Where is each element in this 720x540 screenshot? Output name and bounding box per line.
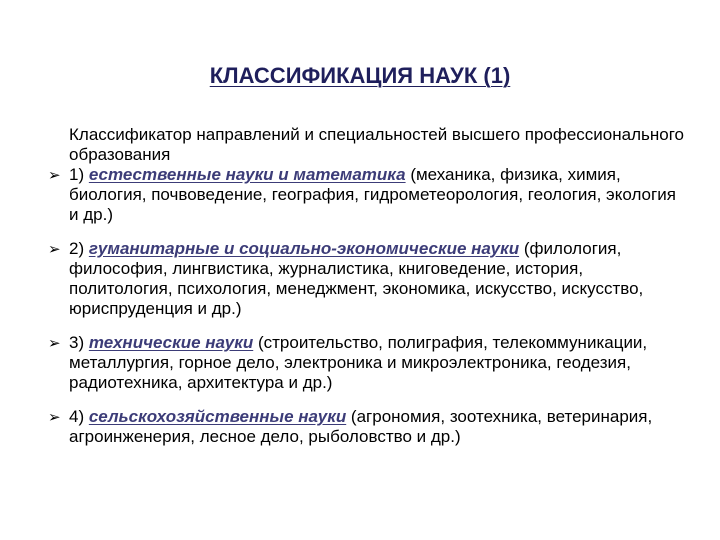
intro-text: Классификатор направлений и специальностей высшего профессионального образования: [69, 125, 685, 164]
list-item: [48, 407, 688, 447]
item-description: (филология, философия, лингвистика, журналистика, книговедение, история, политология, психология, менеджмент, экономика, искусство, искусство, юриспруденция и др.): [69, 239, 644, 318]
item-number: 4): [69, 407, 89, 426]
arrow-bullet-icon: ➢: [48, 408, 61, 426]
arrow-bullet-icon: ➢: [48, 166, 61, 184]
item-keyword: естественные науки и математика: [88, 165, 406, 184]
item-number: 1): [69, 165, 89, 184]
item-keyword: гуманитарные и социально-экономические науки: [88, 239, 520, 258]
list-item: [48, 333, 688, 393]
slide-content: [48, 125, 688, 447]
spacer: [48, 225, 688, 239]
list-item: [48, 239, 688, 319]
item-description: (агрономия, зоотехника, ветеринария, агроинженерия, лесное дело, рыболовство и др.): [69, 407, 653, 446]
item-description: (строительство, полиграфия, телекоммуникации, металлургия, горное дело, электроника и микроэлектроника, геодезия, радиотехника, архитектура и др.): [69, 333, 648, 392]
spacer: [48, 319, 688, 333]
item-description: (механика, физика, химия, биология, почвоведение, география, гидрометеорология, геология, экология и др.): [69, 165, 676, 224]
item-number: 3): [69, 333, 89, 352]
slide-title: КЛАССИФИКАЦИЯ НАУК (1): [209, 63, 511, 88]
arrow-bullet-icon: ➢: [48, 334, 61, 352]
list-item: [48, 165, 688, 225]
item-number: 2): [69, 239, 89, 258]
item-keyword: сельскохозяйственные науки: [88, 407, 347, 426]
spacer: [48, 393, 688, 407]
arrow-bullet-icon: ➢: [48, 240, 61, 258]
item-keyword: технические науки: [88, 333, 254, 352]
